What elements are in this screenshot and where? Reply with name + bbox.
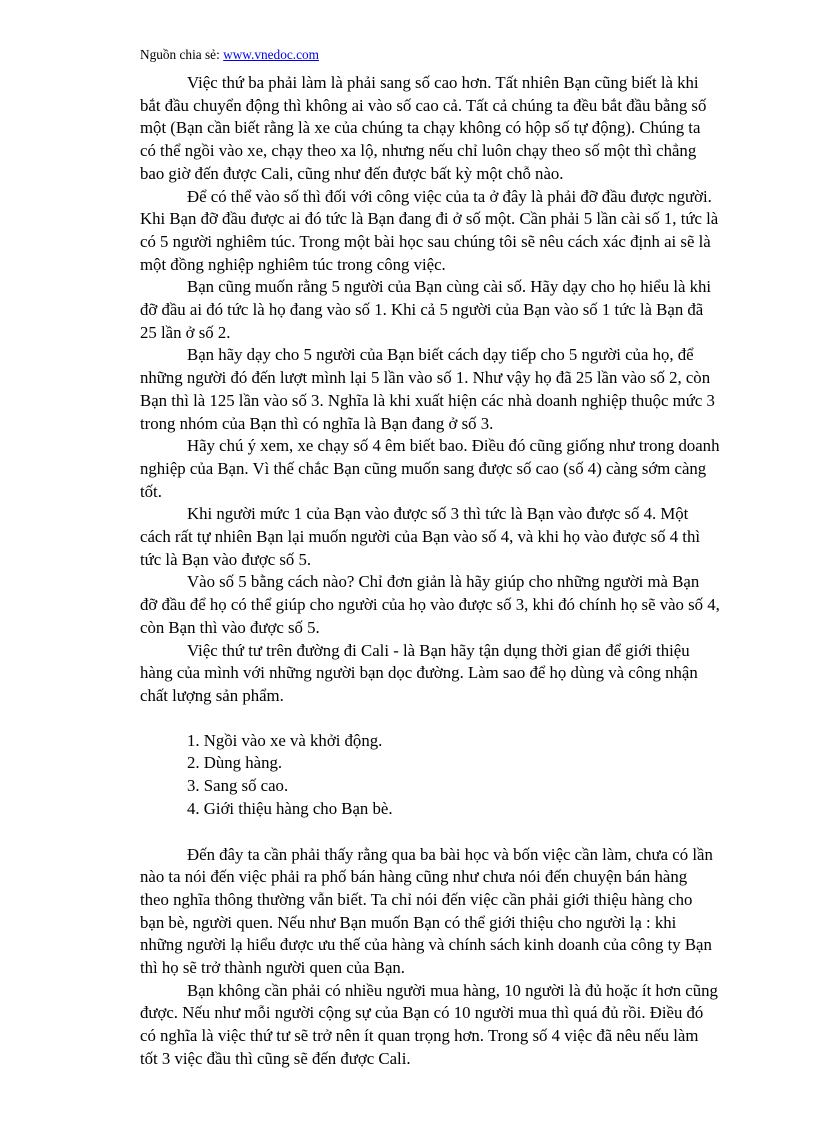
list-item: 3. Sang số cao. [187, 776, 289, 796]
paragraph: Bạn cũng muốn rằng 5 người của Bạn cùng cài số. Hãy dạy cho họ hiểu là khi đỡ đầu ai đó tức là họ đang vào số 1. Khi cả 5 người của Bạn vào số 1 tức là Bạn đã 25 lần ở số 2. [140, 277, 712, 342]
paragraph: Để có thể vào số thì đối với công việc của ta ở đây là phải đỡ đầu được người. Khi Bạn đỡ đầu được ai đó tức là Bạn đang đi ở số một. Cần phải 5 lần cài số 1, tức là có 5 người nghiêm túc. Trong một bài học sau chúng tôi sẽ nêu cách xác định ai sẽ là một đồng nghiệp nghiêm túc trong công việc. [140, 186, 719, 274]
paragraph: Vào số 5 bằng cách nào? Chỉ đơn giản là hãy giúp cho những người mà Bạn đỡ đầu để họ có thể giúp cho người của họ vào được số 3, khi đó chính họ sẽ vào số 4, còn Bạn thì vào được số 5. [140, 572, 720, 637]
list-item: 2. Dùng hàng. [187, 753, 283, 773]
paragraph: Đến đây ta cần phải thấy rằng qua ba bài học và bốn việc cần làm, chưa có lần nào ta nói đến việc phải ra phố bán hàng cũng như chưa nói đến chuyện bán hàng theo nghĩa thông thường vẫn biết. Ta chỉ nói đến việc cần phải giới thiệu hàng cho bạn bè, người quen. Nếu như Bạn muốn Bạn có thể giới thiệu cho người lạ : khi những người lạ hiểu được ưu thế của hàng và chính sách kinh doanh của công ty Bạn thì họ sẽ trở thành người quen của Bạn. [140, 844, 713, 978]
document-body [140, 72, 720, 1071]
page-header [140, 46, 319, 64]
paragraph: Hãy chú ý xem, xe chạy số 4 êm biết bao. Điều đó cũng giống như trong doanh nghiệp của Bạn. Vì thế chắc Bạn cũng muốn sang được số cao (số 4) càng sớm càng tốt. [140, 436, 720, 501]
paragraph: Việc thứ tư trên đường đi Cali - là Bạn hãy tận dụng thời gian để giới thiệu hàng của mình với những người bạn dọc đường. Làm sao để họ dùng và công nhận chất lượng sản phẩm. [140, 640, 698, 705]
paragraph: Việc thứ ba phải làm là phải sang số cao hơn. Tất nhiên Bạn cũng biết là khi bắt đầu chuyển động thì không ai vào số cao cả. Tất cả chúng ta đều bắt đầu bằng số một (Bạn cần biết rằng là xe của chúng ta chạy không có hộp số tự động). Chúng ta có thể ngồi vào xe, chạy theo xa lộ, nhưng nếu chỉ luôn chạy theo số một thì chẳng bao giờ đến được Cali, cũng như đến được bất kỳ một chỗ nào. [140, 73, 707, 183]
paragraph: Khi người mức 1 của Bạn vào được số 3 thì tức là Bạn vào được số 4. Một cách rất tự nhiên Bạn lại muốn người của Bạn vào số 4, và khi họ vào được số 4 thì tức là Bạn vào được số 5. [140, 504, 701, 569]
source-link[interactable]: www.vnedoc.com [223, 47, 319, 62]
list-item: 4. Giới thiệu hàng cho Bạn bè. [187, 798, 393, 818]
paragraph: Bạn hãy dạy cho 5 người của Bạn biết cách dạy tiếp cho 5 người của họ, để những người đó đến lượt mình lại 5 lần vào số 1. Như vậy họ đã 25 lần vào số 2, còn Bạn thì là 125 lần vào số 3. Nghĩa là khi xuất hiện các nhà doanh nghiệp thuộc mức 3 trong nhóm của Bạn thì có nghĩa là Bạn đang ở số 3. [140, 345, 715, 433]
list-item: 1. Ngồi vào xe và khởi động. [187, 730, 383, 750]
numbered-list [140, 730, 720, 821]
source-label: Nguồn chia sẻ: [140, 47, 224, 62]
paragraph: Bạn không cần phải có nhiều người mua hàng, 10 người là đủ hoặc ít hơn cũng được. Nếu như mỗi người cộng sự của Bạn có 10 người mua thì quá đủ rồi. Điều đó có nghĩa là việc thứ tư sẽ trở nên ít quan trọng hơn. Trong số 4 việc đã nêu nếu làm tốt 3 việc đầu thì cũng sẽ đến được Cali. [140, 980, 718, 1068]
